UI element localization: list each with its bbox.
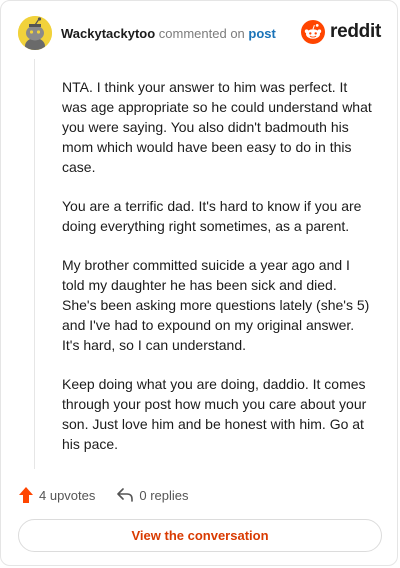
comment-paragraph: Keep doing what you are doing, daddio. It comes through your post how much you care about your son. Just love him and be honest with him. Go at his pace. [62, 376, 367, 452]
commented-on-text: commented on [158, 26, 245, 41]
upvote-button[interactable] [19, 487, 95, 503]
thread-line[interactable] [34, 59, 35, 469]
comment-paragraph: You are a terrific dad. It's hard to know if you are doing everything right sometimes, as a parent. [62, 198, 362, 234]
comment-paragraph: NTA. I think your answer to him was perfect. It was age appropriate so he could understand what you were saying. You also didn't badmouth his mom which would have been easy to do in this case. [62, 79, 372, 175]
comment-paragraph: My brother committed suicide a year ago and I told my daughter he has been sick and died. She's been asking more questions lately (she's 5) and I've had to expound on my original answer. It's hard, so I can understand. [62, 257, 370, 353]
comment-header [61, 27, 276, 41]
reply-arrow-icon [117, 488, 133, 502]
reddit-snoo-icon [301, 20, 325, 44]
username-link[interactable]: Wackytackytoo [61, 26, 156, 41]
reply-count: 0 replies [139, 487, 189, 503]
upvote-count: 4 upvotes [39, 487, 96, 503]
post-link[interactable]: post [248, 26, 276, 41]
avatar[interactable] [18, 16, 52, 50]
snoo-avatar-icon [18, 16, 52, 50]
upvote-arrow-icon [19, 487, 33, 503]
comment-body [62, 77, 372, 473]
reddit-logo[interactable] [301, 20, 381, 44]
comment-actions [19, 487, 189, 503]
reply-button[interactable] [117, 488, 188, 503]
view-conversation-button[interactable]: View the conversation [18, 519, 382, 552]
reddit-wordmark: reddit [330, 21, 381, 42]
